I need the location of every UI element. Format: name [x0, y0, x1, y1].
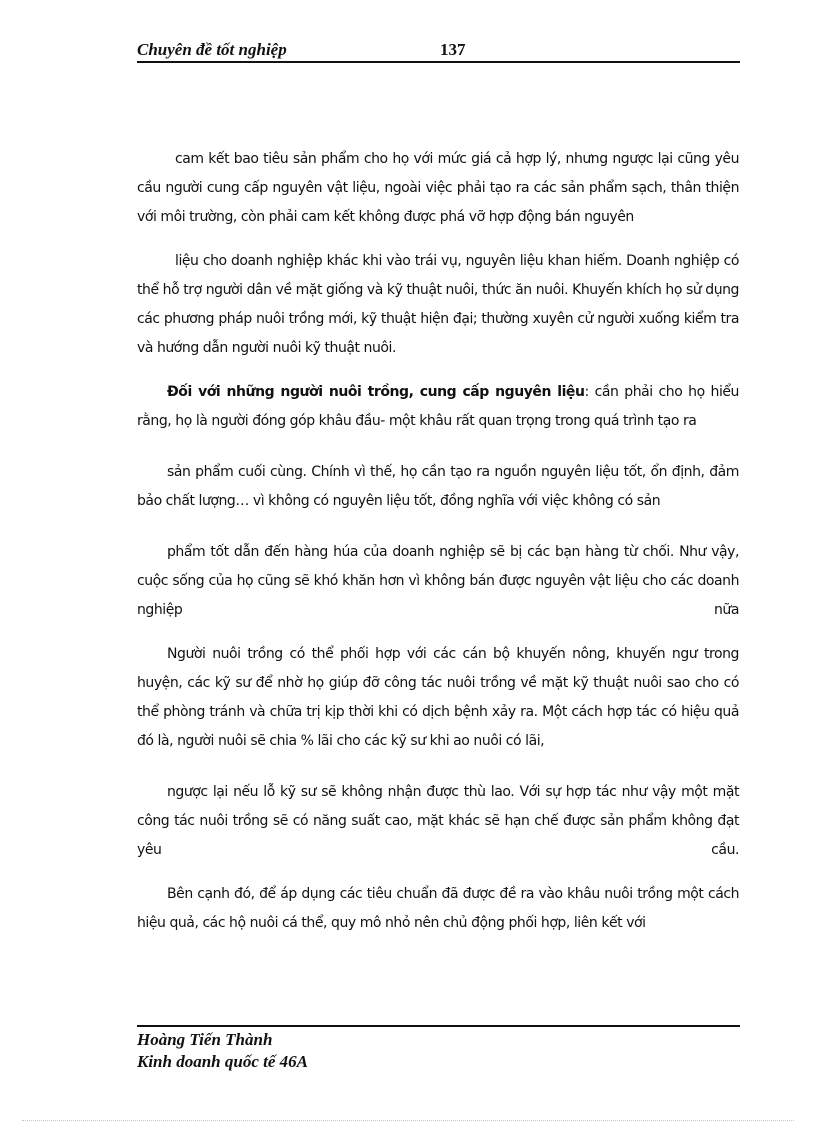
page-number: 137 [440, 40, 466, 59]
document-body [137, 145, 739, 938]
paragraph-3 [137, 378, 739, 436]
footer-class: Kinh doanh quốc tế 46A [137, 1052, 308, 1071]
paragraph-3-rest: : cần phải cho họ hiểu rằng, họ là người đóng góp khâu đầu- một khâu rất quan trọng trong quá trình tạo ra [137, 384, 739, 429]
paragraph-5: phẩm tốt dẫn đến hàng húa của doanh nghiệp sẽ bị các bạn hàng từ chối. Như vậy, cuộc sống của họ cũng sẽ khó khăn hơn vì không bán được nguyên vật liệu cho các doanh nghiệp nữa [137, 544, 739, 618]
paragraph-1: cam kết bao tiêu sản phẩm cho họ với mức giá cả hợp lý, nhưng ngược lại cũng yêu cầu người cung cấp nguyên vật liệu, ngoài việc phải tạo ra các sản phẩm sạch, thân thiện với môi trường, còn phải cam kết không được phá vỡ hợp động bán nguyên [137, 151, 739, 225]
page-edge [22, 1120, 794, 1121]
paragraph-6: Người nuôi trồng có thể phối hợp với các cán bộ khuyến nông, khuyến ngư trong huyện, các kỹ sư để nhờ họ giúp đỡ công tác nuôi trồng về mặt kỹ thuật nuôi sao cho có thể phòng tránh và chữa trị kịp thời khi có dịch bệnh xảy ra. Một cách hợp tác có hiệu quả đó là, người nuôi sẽ chia % lãi cho các kỹ sư khi ao nuôi có lãi, [137, 646, 739, 749]
header-title: Chuyên đề tốt nghiệp [137, 40, 287, 59]
paragraph-7: ngược lại nếu lỗ kỹ sư sẽ không nhận được thù lao. Với sự hợp tác như vậy một mặt công tác nuôi trồng sẽ có năng suất cao, mặt khác sẽ hạn chế được sản phẩm không đạt yêu cầu. [137, 784, 739, 858]
bold-lead: Đối với những người nuôi trồng, cung cấp nguyên liệu [167, 384, 585, 400]
paragraph-8: Bên cạnh đó, để áp dụng các tiêu chuẩn đã được đề ra vào khâu nuôi trồng một cách hiệu quả, các hộ nuôi cá thể, quy mô nhỏ nên chủ động phối hợp, liên kết với [137, 886, 739, 931]
header-rule [137, 61, 740, 63]
paragraph-2: liệu cho doanh nghiệp khác khi vào trái vụ, nguyên liệu khan hiếm. Doanh nghiệp có thể hỗ trợ người dân về mặt giống và kỹ thuật nuôi, thức ăn nuôi. Khuyến khích họ sử dụng các phương pháp nuôi trồng mới, kỹ thuật hiện đại; thường xuyên cử người xuống kiểm tra và hướng dẫn người nuôi kỹ thuật nuôi. [137, 253, 739, 356]
paragraph-4: sản phẩm cuối cùng. Chính vì thế, họ cần tạo ra nguồn nguyên liệu tốt, ổn định, đảm bảo chất lượng… vì không có nguyên liệu tốt, đồng nghĩa với việc không có sản [137, 464, 739, 509]
footer-author: Hoàng Tiến Thành [137, 1030, 273, 1049]
footer-rule [137, 1025, 740, 1027]
